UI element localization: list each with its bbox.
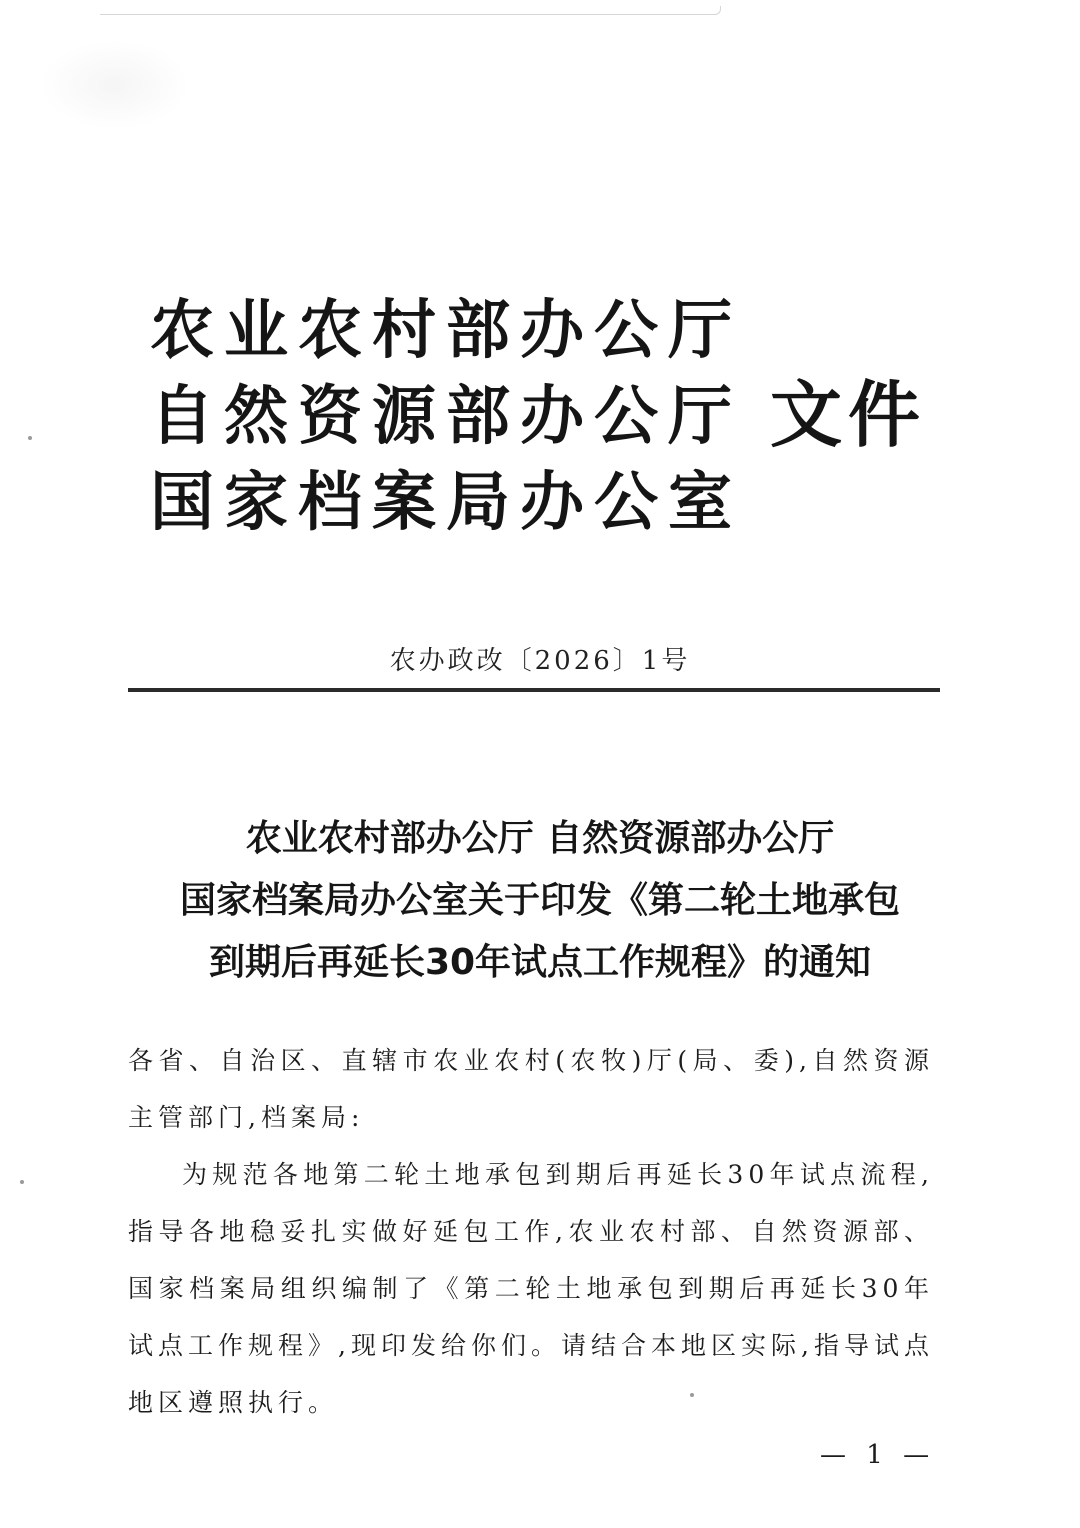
issuer-block	[150, 288, 750, 546]
page-number: — 1 —	[820, 1440, 936, 1470]
issuer-agriculture: 农业农村部办公厅	[150, 293, 742, 368]
issuer-natural-resources: 自然资源部办公厅	[150, 379, 742, 454]
scan-speck	[20, 1180, 24, 1184]
title-line: 到期后再延长30年试点工作规程》的通知	[208, 942, 872, 983]
salutation: 各省、自治区、直辖市农业农村(农牧)厅(局、委),自然资源主管部门,档案局:	[128, 1046, 934, 1132]
header-separator-rule	[128, 688, 940, 692]
document-title	[100, 808, 980, 994]
title-line: 农业农村部办公厅 自然资源部办公厅	[245, 818, 835, 859]
title-line: 国家档案局办公室关于印发《第二轮土地承包	[179, 880, 900, 921]
body-paragraph: 为规范各地第二轮土地承包到期后再延长30年试点流程,指导各地稳妥扎实做好延包工作,农业农村部、自然资源部、国家档案局组织编制了《第二轮土地承包到期后再延长30年试点工作规程》,现印发给你们。请结合本地区实际,指导试点地区遵照执行。	[128, 1160, 934, 1417]
document-number: 农办政改〔2026〕1号	[389, 646, 691, 676]
scan-edge-mark	[100, 6, 721, 15]
scan-speck	[28, 436, 32, 440]
document-label: 文件	[770, 372, 927, 457]
scan-smudge	[40, 40, 190, 130]
issuer-archives: 国家档案局办公室	[150, 465, 742, 540]
document-body	[128, 1032, 934, 1431]
